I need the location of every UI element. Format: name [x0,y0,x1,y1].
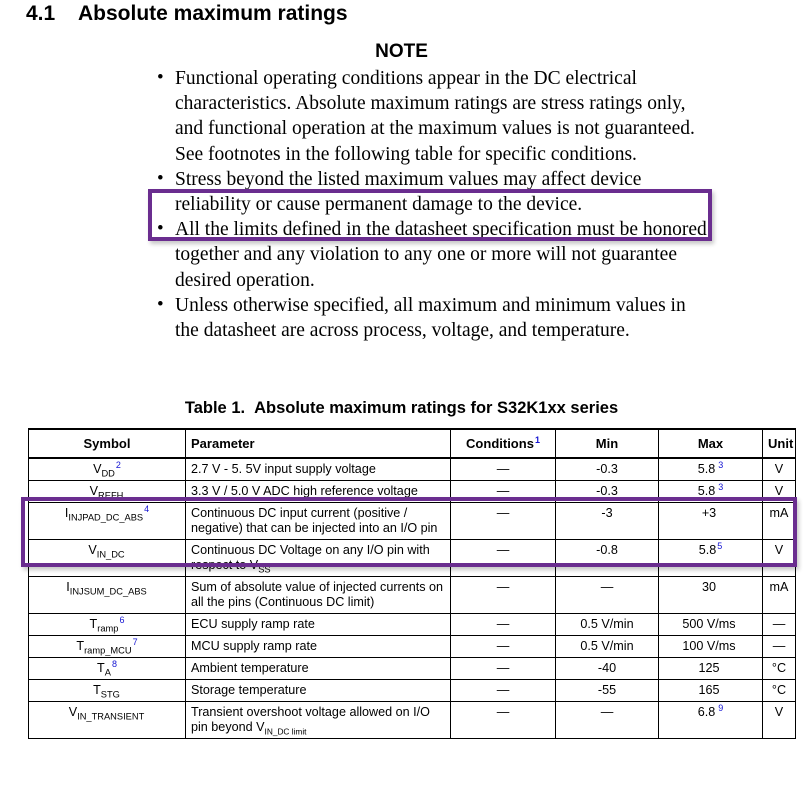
cell-max-value: 100 V/ms [682,639,736,653]
cell-max-value: 5.8 [697,484,716,498]
note-item-text: All the limits defined in the datasheet specification must be honored together and any violation to any one or more will not guarantee desired operation. [175,219,707,291]
cell-max [659,680,763,702]
symbol-base: T [93,683,101,697]
cell-conditions: — [451,636,556,658]
cell-parameter: ECU supply ramp rate [186,614,451,636]
symbol-base: V [68,705,78,719]
section-title: Absolute maximum ratings [78,2,348,25]
table-row [29,540,796,577]
column-header-label: Parameter [191,436,255,451]
note-item-text: Unless otherwise specified, all maximum and minimum values in the datasheet are across process, voltage, and temperature. [175,294,686,342]
cell-max [659,614,763,636]
table-body [29,458,796,739]
cell-parameter: 3.3 V / 5.0 V ADC high reference voltage [186,481,451,503]
symbol-base: V [89,484,99,498]
footnote-ref: 3 [718,481,724,492]
cell-parameter: 2.7 V - 5. 5V input supply voltage [186,458,451,481]
footnote-ref: 1 [534,434,540,445]
column-header-unit [763,429,796,458]
column-header-label: Min [595,436,619,451]
cell-max-value: 6.8 [697,705,716,719]
cell-parameter-subscript: IN_DC limit [264,726,307,737]
cell-min: 0.5 V/min [556,614,659,636]
cell-min: -3 [556,503,659,540]
bullet-icon: • [157,67,164,88]
cell-max [659,540,763,577]
cell-conditions: — [451,503,556,540]
cell-min: -40 [556,658,659,680]
symbol-base: T [89,617,98,631]
cell-symbol [29,702,186,739]
cell-conditions: — [451,658,556,680]
table-row [29,636,796,658]
note-item-text: Functional operating conditions appear in the DC electrical characteristics. Absolute maximum ratings are stress ratings only, and functional operation at the maximum values is not guaranteed. See footnotes in the following table for specific conditions. [175,68,695,165]
column-header-parameter [186,429,451,458]
cell-symbol [29,481,186,503]
section-number: 4.1 [26,2,56,25]
table-caption-number: Table 1. [184,399,246,417]
cell-unit: mA [763,503,796,540]
cell-max [659,658,763,680]
cell-symbol [29,658,186,680]
table-row [29,458,796,481]
symbol-subscript: INJSUM_DC_ABS [69,586,147,597]
cell-min: 0.5 V/min [556,636,659,658]
footnote-ref: 9 [718,702,724,713]
symbol-subscript: REFH [98,490,124,501]
cell-max [659,458,763,481]
bullet-icon: • [157,218,164,240]
column-header-label: Unit [768,436,794,451]
note-list-item [152,293,712,343]
table-caption [0,399,803,418]
cell-max [659,503,763,540]
cell-symbol [29,540,186,577]
cell-max-value: 30 [701,580,716,594]
cell-unit: V [763,458,796,481]
cell-symbol [29,614,186,636]
note-list-item [152,217,712,293]
table-row [29,481,796,503]
cell-conditions: — [451,577,556,614]
symbol-base: V [93,462,102,476]
symbol-subscript: IN_DC [96,549,125,560]
symbol-base: T [76,639,85,653]
bullet-icon: • [157,167,164,189]
cell-min: -0.8 [556,540,659,577]
footnote-ref: 6 [119,614,125,625]
cell-symbol [29,458,186,481]
cell-max [659,636,763,658]
cell-parameter [186,540,451,577]
table-row [29,503,796,540]
cell-unit: V [763,702,796,739]
table-row [29,577,796,614]
cell-min: -0.3 [556,481,659,503]
note-list-item [152,66,712,167]
symbol-subscript: A [104,667,111,678]
table-row [29,702,796,739]
cell-symbol [29,636,186,658]
column-header-label: Symbol [83,436,131,451]
table-row [29,658,796,680]
note-heading: NOTE [375,41,428,62]
cell-conditions: — [451,481,556,503]
symbol-subscript: STG [100,689,120,700]
symbol-subscript: ramp_MCU [84,645,132,656]
cell-parameter: Continuous DC input current (positive / negative) that can be injected into an I/O pin [186,503,451,540]
note-body [152,66,712,343]
column-header-conditions [451,429,556,458]
table-header-row [29,429,796,458]
cell-unit: °C [763,658,796,680]
note-list [152,66,712,343]
table-caption-text: Absolute maximum ratings for S32K1xx series [254,399,619,417]
cell-max-value: 5.8 [698,543,717,557]
symbol-subscript: INJPAD_DC_ABS [68,512,144,523]
cell-max-value: 125 [698,661,720,675]
footnote-ref: 8 [111,658,117,669]
column-header-label: Conditions [466,436,534,451]
cell-parameter: Storage temperature [186,680,451,702]
symbol-subscript: DD [101,468,115,479]
cell-parameter [186,702,451,739]
column-header-label: Max [697,436,724,451]
symbol-base: V [88,543,97,557]
column-header-symbol [29,429,186,458]
cell-symbol [29,577,186,614]
symbol-subscript: ramp [97,623,119,634]
cell-max-value: 5.8 [697,462,716,476]
cell-max [659,481,763,503]
cell-min: -0.3 [556,458,659,481]
footnote-ref: 5 [717,540,723,551]
symbol-base: T [97,661,105,675]
cell-min: -55 [556,680,659,702]
footnote-ref: 3 [718,459,724,470]
cell-unit: V [763,481,796,503]
cell-min: — [556,577,659,614]
column-header-max [659,429,763,458]
absolute-maximum-ratings-table [28,428,796,739]
cell-max [659,702,763,739]
cell-symbol [29,680,186,702]
cell-unit: mA [763,577,796,614]
column-header-min [556,429,659,458]
page-title [26,2,348,26]
cell-conditions: — [451,614,556,636]
cell-max [659,577,763,614]
symbol-subscript: IN_TRANSIENT [77,711,145,722]
cell-conditions: — [451,680,556,702]
symbol-base: I [66,580,70,594]
cell-max-value: 165 [698,683,720,697]
cell-unit: °C [763,680,796,702]
table-row [29,680,796,702]
cell-conditions: — [451,540,556,577]
cell-conditions: — [451,458,556,481]
cell-parameter: Sum of absolute value of injected currents on all the pins (Continuous DC limit) [186,577,451,614]
cell-parameter: Ambient temperature [186,658,451,680]
cell-min: — [556,702,659,739]
symbol-base: I [64,506,69,520]
bullet-icon: • [157,293,164,315]
cell-unit: — [763,614,796,636]
cell-unit: V [763,540,796,577]
cell-parameter-text: Continuous DC Voltage on any I/O pin with respect to V [191,543,430,572]
cell-symbol [29,503,186,540]
cell-unit: — [763,636,796,658]
cell-conditions: — [451,702,556,739]
footnote-ref: 4 [144,503,150,514]
cell-max-value: 500 V/ms [682,617,736,631]
table-row [29,614,796,636]
cell-parameter: MCU supply ramp rate [186,636,451,658]
cell-max-value: +3 [701,506,717,520]
cell-parameter-subscript: SS [258,564,271,575]
note-item-text: Stress beyond the listed maximum values may affect device reliability or cause permanent damage to the device. [175,168,642,216]
cell-parameter-text: Transient overshoot voltage allowed on I/O pin beyond V [191,705,430,734]
note-list-item [152,167,712,217]
footnote-ref: 7 [132,636,138,647]
footnote-ref: 2 [115,459,121,470]
